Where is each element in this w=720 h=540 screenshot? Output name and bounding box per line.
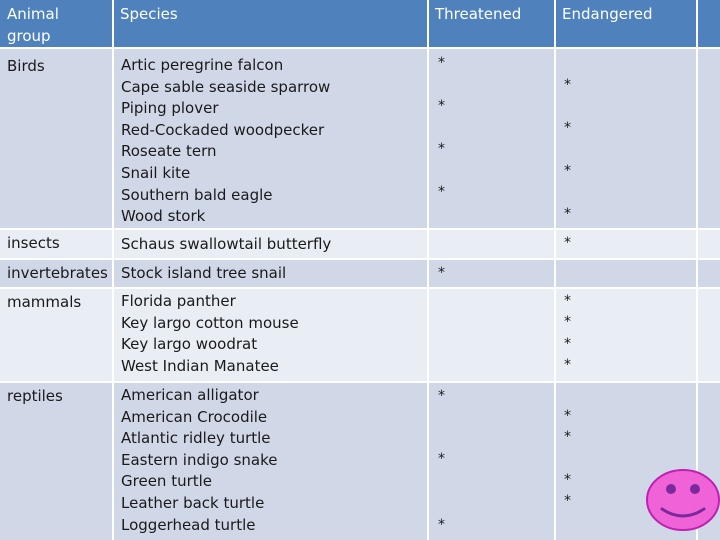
species-name: Atlantic ridley turtle (121, 429, 271, 448)
threatened-marker: * (438, 388, 445, 404)
header-species: Species (113, 0, 428, 48)
row-birds-extra (697, 48, 720, 229)
endangered-marker: * (564, 235, 571, 251)
species-name: Southern bald eagle (121, 185, 273, 204)
endangered-marker: * (564, 206, 571, 222)
species-name: Key largo cotton mouse (121, 313, 299, 332)
threatened-marker: * (438, 98, 445, 114)
endangered-marker: * (564, 163, 571, 179)
species-name: Leather back turtle (121, 493, 265, 512)
row-invertebrates-endangered (555, 259, 697, 288)
species-name: Snail kite (121, 163, 191, 182)
header-animal-group: Animal group (0, 0, 113, 48)
endangered-marker: * (564, 293, 571, 309)
species-name: Artic peregrine falcon (121, 56, 284, 74)
endangered-marker: * (564, 472, 571, 488)
row-mammals-group: mammals (0, 288, 113, 382)
threatened-marker: * (438, 451, 445, 467)
header-threatened: Threatened (428, 0, 555, 48)
row-reptiles-threatened (428, 382, 555, 540)
threatened-marker: * (438, 141, 445, 157)
endangered-marker: * (564, 336, 571, 352)
species-name: West Indian Manatee (121, 356, 279, 375)
row-invertebrates-extra (697, 259, 720, 288)
row-mammals-extra (697, 288, 720, 382)
row-birds-species (113, 48, 428, 229)
endangered-marker: * (564, 429, 571, 445)
row-insects-group: insects (0, 229, 113, 259)
row-birds-endangered (555, 48, 697, 229)
endangered-marker: * (564, 493, 571, 509)
row-insects-threatened (428, 229, 555, 259)
row-birds-group: Birds (0, 48, 113, 229)
species-name: American alligator (121, 386, 259, 404)
species-name: Eastern indigo snake (121, 450, 278, 469)
threatened-marker: * (438, 184, 445, 200)
row-birds-threatened (428, 48, 555, 229)
grid-line (0, 381, 720, 383)
row-mammals-endangered (555, 288, 697, 382)
species-name: Florida panther (121, 292, 236, 310)
species-name: Cape sable seaside sparrow (121, 77, 331, 96)
grid-line (696, 0, 698, 540)
header-endangered: Endangered (555, 0, 697, 48)
endangered-marker: * (564, 77, 571, 93)
row-insects-extra (697, 229, 720, 259)
species-name: Schaus swallowtail butterfly (121, 235, 332, 253)
grid-line (0, 287, 720, 289)
row-invertebrates-group: invertebrates (0, 259, 113, 288)
endangered-marker: * (564, 120, 571, 136)
species-name: Loggerhead turtle (121, 515, 256, 534)
grid-line (0, 47, 720, 49)
species-name: Key largo woodrat (121, 335, 258, 354)
species-name: Stock island tree snail (121, 264, 287, 282)
grid-line (0, 258, 720, 260)
species-name: Wood stork (121, 207, 206, 226)
threatened-marker: * (438, 517, 445, 533)
threatened-marker: * (438, 265, 445, 281)
species-name: Piping plover (121, 99, 219, 118)
grid-line (427, 0, 429, 540)
endangered-marker: * (564, 357, 571, 373)
row-invertebrates-threatened (428, 259, 555, 288)
species-name: American Crocodile (121, 407, 268, 426)
species-name: Roseate tern (121, 142, 217, 161)
row-reptiles-species (113, 382, 428, 540)
row-insects-species (113, 229, 428, 259)
smiley-face-icon (644, 467, 720, 533)
grid-line (0, 228, 720, 230)
grid-line (112, 0, 114, 540)
endangered-marker: * (564, 314, 571, 330)
row-reptiles-group: reptiles (0, 382, 113, 540)
header-extra-column (697, 0, 720, 48)
threatened-marker: * (438, 55, 445, 71)
row-invertebrates-species (113, 259, 428, 288)
row-insects-endangered (555, 229, 697, 259)
row-mammals-threatened (428, 288, 555, 382)
grid-line (554, 0, 556, 540)
species-name: Red-Cockaded woodpecker (121, 120, 325, 139)
row-mammals-species (113, 288, 428, 382)
species-name: Green turtle (121, 472, 213, 491)
endangered-marker: * (564, 408, 571, 424)
